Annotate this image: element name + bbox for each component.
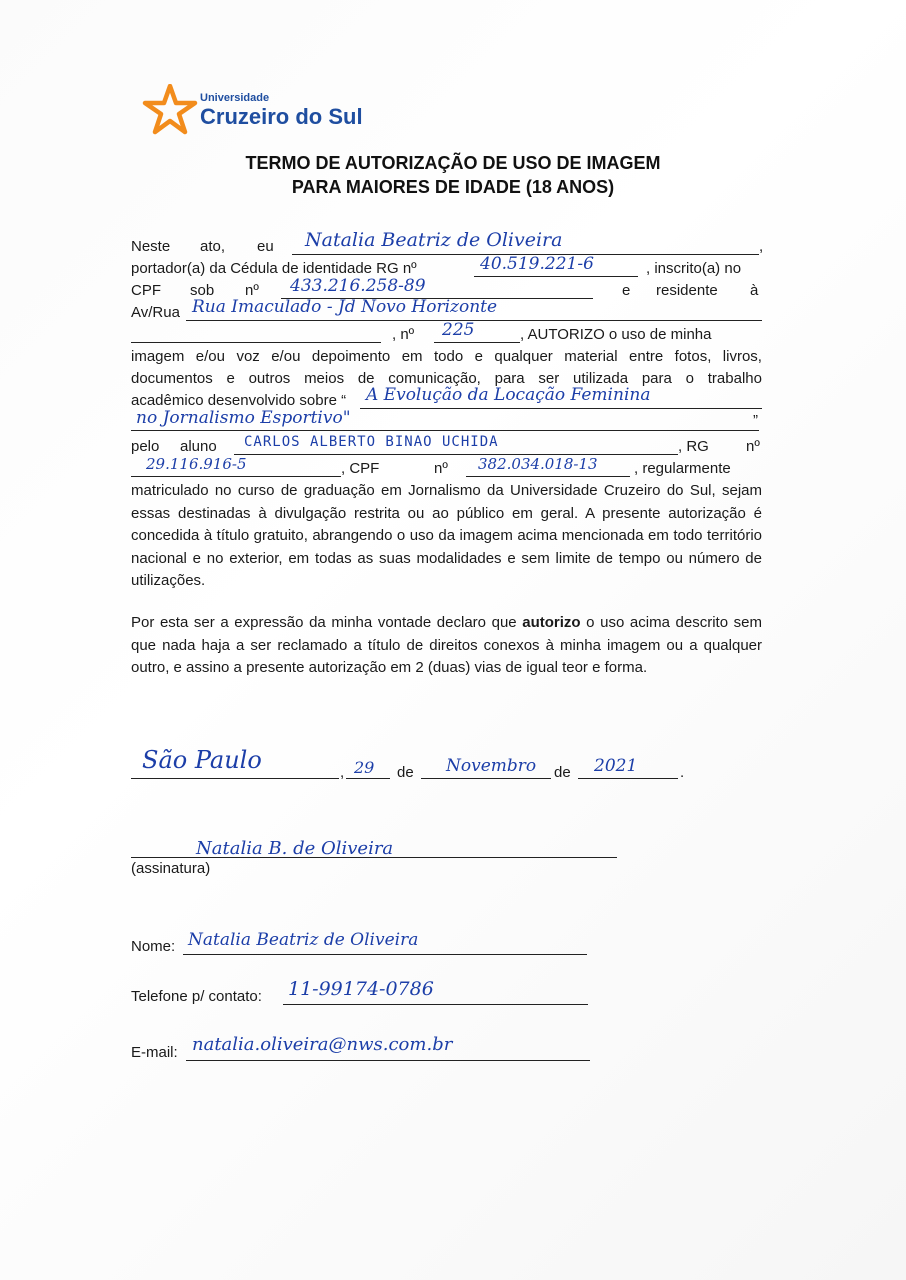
topic-cont-underline (131, 430, 759, 431)
declaration-post: o uso acima descrito sem que nada haja a ser reclamado a título de direitos conexos à minha imagem ou a qualquer outro, e assino a presente autorização em 2 (duas) vias de igual teor e forma. (131, 614, 762, 676)
handwritten-city: São Paulo (142, 746, 262, 774)
word: qualquer (494, 348, 553, 365)
text-date-comma: , (340, 764, 345, 781)
handwritten-topic-2: no Jornalismo Esportivo" (136, 408, 351, 428)
handwritten-street: Rua Imaculado - Jd Novo Horizonte (192, 297, 498, 317)
text-e: e (622, 282, 631, 299)
text-sob: sob (190, 282, 215, 299)
telefone-underline (283, 1004, 588, 1005)
word: outros (248, 370, 291, 387)
handwritten-signature: Natalia B. de Oliveira (196, 838, 394, 859)
text-close-quote: ” (753, 412, 758, 429)
word: livros, (722, 348, 762, 365)
word: para (641, 370, 672, 387)
handwritten-topic-1: A Evolução da Locação Feminina (366, 385, 651, 405)
word: depoimento (311, 348, 391, 365)
email-underline (186, 1060, 590, 1061)
text-cpf2: , CPF (341, 460, 380, 477)
document-title-line2: PARA MAIORES DE IDADE (18 ANOS) (291, 177, 615, 197)
word: utilizada (573, 370, 629, 387)
text-date-period: . (680, 764, 685, 781)
nome-underline (183, 954, 587, 955)
paragraph-matriculado (131, 480, 762, 593)
text-neste: Neste (131, 238, 171, 255)
rg-underline (474, 276, 638, 277)
label-nome: Nome: (131, 938, 176, 955)
month-underline (421, 778, 551, 779)
text-autorizo: , AUTORIZO o uso de minha (520, 326, 712, 343)
text-de-1: de (397, 764, 414, 781)
word: voz (236, 348, 260, 365)
year-underline (578, 778, 678, 779)
line-imagem (131, 346, 762, 368)
handwritten-nome: Natalia Beatriz de Oliveira (188, 930, 419, 950)
text-avrua: Av/Rua (131, 304, 180, 321)
word: em (401, 348, 423, 365)
city-underline (131, 778, 339, 779)
document-title-line1: TERMO DE AUTORIZAÇÃO DE USO DE IMAGEM (245, 153, 661, 173)
word: fotos, (674, 348, 712, 365)
text-comma: , (759, 238, 764, 255)
word: de (357, 370, 375, 387)
paragraph-declaration (131, 612, 762, 680)
text-assinatura: (assinatura) (131, 860, 211, 877)
topic-underline (360, 408, 762, 409)
star-logo-icon (142, 84, 198, 136)
handwritten-rg: 40.519.221-6 (480, 254, 594, 274)
declaration-text (131, 612, 762, 680)
student-rg-underline (131, 476, 341, 477)
word: meios (304, 370, 345, 387)
text-pelo: pelo (131, 438, 160, 455)
handwritten-student-cpf: 382.034.018-13 (478, 455, 598, 473)
text-rg-n: nº (746, 438, 760, 455)
word: para (494, 370, 525, 387)
handwritten-student: CARLOS ALBERTO BINAO UCHIDA (244, 434, 499, 450)
word: e (474, 348, 483, 365)
word: todo (433, 348, 464, 365)
student-cpf-underline (466, 476, 630, 477)
word: entre (629, 348, 664, 365)
text-eu: eu (257, 238, 274, 255)
matriculado-text: matriculado no curso de graduação em Jornalismo da Universidade Cruzeiro do Sul, sejam essas destinadas à divulgação restrita ou ao público em geral. A presente autorização é concedida à título gratuito, abrangendo o uso da imagem acima mencionada em todo território nacional e no exterior, em todas as suas modalidades e sem limite de tempo ou número de utilizações. (131, 482, 762, 589)
text-residente: residente (656, 282, 718, 299)
handwritten-cpf: 433.216.258-89 (290, 276, 426, 296)
word: imagem (131, 348, 185, 365)
word: ser (538, 370, 560, 387)
word: documentos (131, 370, 213, 387)
word: e/ou (271, 348, 301, 365)
text-regularmente: , regularmente (634, 460, 731, 477)
handwritten-email: natalia.oliveira@nws.com.br (192, 1034, 453, 1055)
logo-subtitle: Universidade (200, 92, 270, 104)
word: comunicação, (388, 370, 481, 387)
text-cpf2-n: nº (434, 460, 448, 477)
logo-title: Cruzeiro do Sul (200, 104, 363, 129)
text-ato: ato, (200, 238, 226, 255)
text-a: à (750, 282, 759, 299)
text-rg: , RG (678, 438, 709, 455)
text-de-2: de (554, 764, 571, 781)
student-underline (234, 454, 678, 455)
street-cont-underline (131, 342, 381, 343)
text-n-comma: , nº (392, 326, 415, 343)
word: material (564, 348, 618, 365)
text-academico: acadêmico desenvolvido sobre “ (131, 392, 347, 409)
handwritten-month: Novembro (446, 756, 537, 776)
handwritten-number: 225 (442, 320, 475, 340)
word: o (685, 370, 694, 387)
word: e (226, 370, 235, 387)
handwritten-name: Natalia Beatriz de Oliveira (305, 229, 563, 251)
text-cpf-n: nº (245, 282, 259, 299)
text-inscrito: , inscrito(a) no (646, 260, 742, 277)
handwritten-day: 29 (354, 758, 375, 777)
text-aluno: aluno (180, 438, 217, 455)
word: e/ou (195, 348, 225, 365)
word: trabalho (707, 370, 762, 387)
handwritten-phone: 11-99174-0786 (288, 978, 434, 1000)
declaration-pre: Por esta ser a expressão da minha vontade declaro que (131, 614, 523, 631)
text-cpf: CPF (131, 282, 161, 299)
label-telefone: Telefone p/ contato: (131, 988, 262, 1005)
text-portador: portador(a) da Cédula de identidade RG nº (131, 260, 417, 277)
handwritten-year: 2021 (594, 756, 638, 776)
day-underline (346, 778, 390, 779)
number-underline (434, 342, 520, 343)
handwritten-student-rg: 29.116.916-5 (146, 455, 247, 473)
declaration-bold: autorizo (522, 614, 581, 631)
label-email: E-mail: (131, 1044, 178, 1061)
